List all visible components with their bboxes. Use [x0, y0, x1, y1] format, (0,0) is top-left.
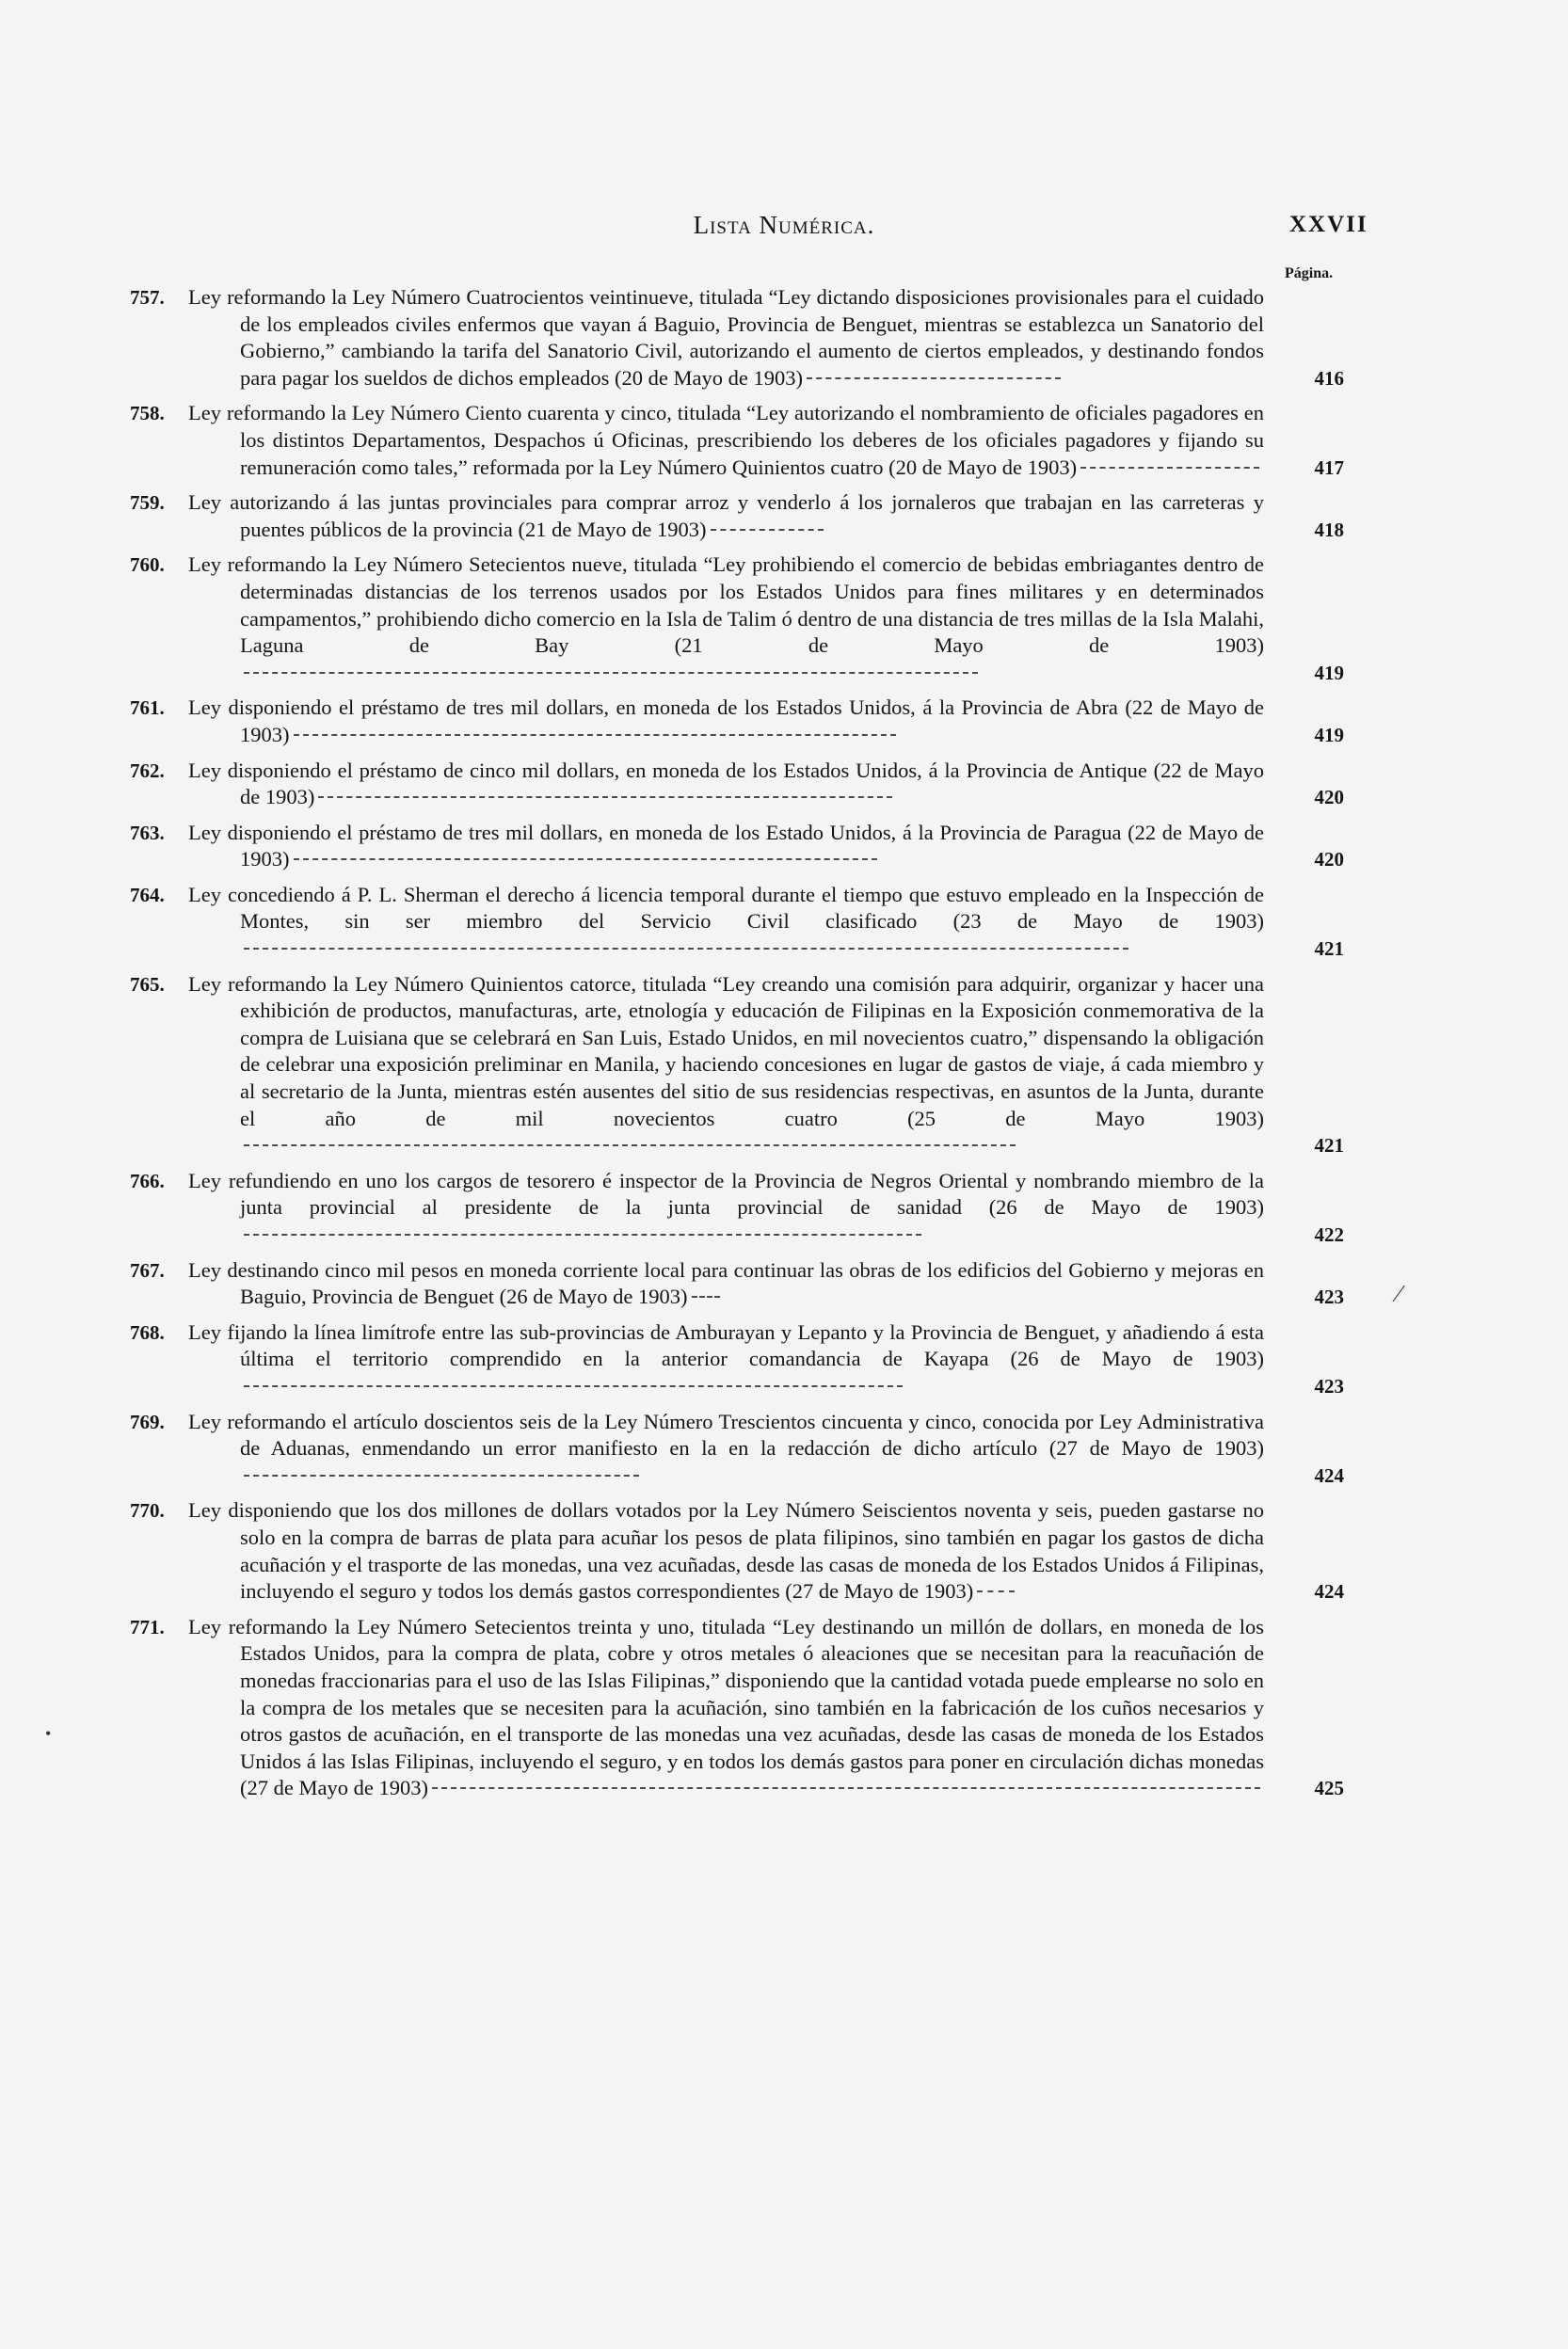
- entry-number: 763.: [130, 821, 165, 844]
- list-item: [130, 400, 1344, 481]
- numeric-list: [130, 284, 1344, 1811]
- list-item: [130, 1168, 1344, 1249]
- list-item: [130, 489, 1344, 543]
- entry-text: Ley reformando la Ley Número Ciento cuarenta y cinco, titulada “Ley autorizando el nombramiento de oficiales pagadores en los distintos Departamentos, Despachos ú Oficinas, prescribiendo los deberes de los oficiales pagadores y fijando su remuneración como tales,” reformada por la Ley Número Quinientos cuatro (20 de Mayo de 1903): [188, 401, 1264, 479]
- list-item: [130, 1257, 1344, 1311]
- entry-number: 764.: [130, 883, 165, 906]
- entry-text: Ley fijando la línea limítrofe entre las sub-provincias de Amburayan y Lepanto y la Provincia de Benguet, y añadiendo á esta última el territorio comprendido en la anterior comandancia de Kayapa (26 de Mayo de 1903): [188, 1319, 1264, 1400]
- entry-text: Ley reformando la Ley Número Cuatrocientos veintinueve, titulada “Ley dictando disposiciones provisionales para el cuidado de los empleados civiles enfermos que vayan á Baguio, Provincia de Benguet, mientras se establezca un Sanatorio del Gobierno,” cambiando la tarifa del Sanatorio Civil, autorizando el aumento de ciertos empleados, y destinando fondos para pagar los sueldos de dichos empleados (20 de Mayo de 1903): [188, 285, 1264, 390]
- list-item: [130, 971, 1344, 1159]
- list-item: [130, 882, 1344, 963]
- entry-text: Ley disponiendo que los dos millones de dollars votados por la Ley Número Seiscientos noventa y seis, pueden gastarse no solo en la compra de barras de plata para acuñar los pesos de plata filipinos, sino también en pagar los gastos de dicha acuñación y el trasporte de las monedas, una vez acuñadas, desde las casas de moneda de los Estados Unidos á Filipinas, incluyendo el seguro y todos los demás gastos correspondientes (27 de Mayo de 1903): [188, 1498, 1264, 1604]
- entry-text: Ley reformando la Ley Número Setecientos treinta y uno, titulada “Ley destinando un millón de dollars, en moneda de los Estados Unidos, para la compra de plata, cobre y otros metales ó aleaciones que se necesitan para la reacuñación de monedas fraccionarias para el uso de las Islas Filipinas,” disponiendo que la cantidad votada puede emplearse no solo en la compra de los metales que se necesiten para la acuñación, sino también en la fabricación de los cuños necesarios y otros gastos de acuñación, en el transporte de las monedas una vez acuñadas, desde las casas de moneda de los Estados Unidos á las Islas Filipinas, incluyendo el seguro, y en todos los demás gastos para poner en circulación dichas monedas (27 de Mayo de 1903): [188, 1614, 1264, 1800]
- entry-page: 421: [1314, 1134, 1344, 1158]
- page-column-label: Página.: [1285, 265, 1334, 281]
- margin-dot-mark: •: [45, 1724, 52, 1743]
- entry-text: Ley autorizando á las juntas provinciales para comprar arroz y venderlo á los jornaleros que trabajan en las carreteras y puentes públicos de la provincia (21 de Mayo de 1903): [188, 490, 1264, 541]
- entry-page: 422: [1314, 1223, 1344, 1246]
- entry-page: 417: [1314, 455, 1344, 479]
- entry-number: 765.: [130, 972, 165, 996]
- entry-page: 421: [1314, 937, 1344, 961]
- list-item: [130, 1409, 1344, 1490]
- entry-text: Ley reformando el artículo doscientos seis de la Ley Número Trescientos cincuenta y cinco, conocida por Ley Administrativa de Aduanas, enmendando un error manifiesto en la en la redacción de dicho artículo (27 de Mayo de 1903): [188, 1409, 1264, 1490]
- entry-page: 418: [1314, 518, 1344, 541]
- page-folio: XXVII: [1289, 212, 1368, 237]
- entry-text: Ley refundiendo en uno los cargos de tesorero é inspector de la Provincia de Negros Oriental y nombrando miembro de la junta provincial al presidente de la junta provincial de sanidad (26 de Mayo de 1903): [188, 1168, 1264, 1249]
- list-item: [130, 1319, 1344, 1400]
- entry-page: 424: [1314, 1580, 1344, 1604]
- entry-number: 762.: [130, 759, 165, 782]
- entry-number: 767.: [130, 1258, 165, 1282]
- entry-text: Ley disponiendo el préstamo de tres mil dollars, en moneda de los Estado Unidos, á la Provincia de Paragua (22 de Mayo de 1903): [188, 820, 1264, 871]
- list-item: [130, 1614, 1344, 1802]
- entry-number: 770.: [130, 1499, 165, 1523]
- entry-page: 420: [1314, 848, 1344, 871]
- entry-page: 423: [1314, 1374, 1344, 1398]
- entry-page: 425: [1314, 1777, 1344, 1800]
- entry-number: 758.: [130, 402, 165, 425]
- entry-text: Ley concediendo á P. L. Sherman el derecho á licencia temporal durante el tiempo que estuvo empleado en la Inspección de Montes, sin ser miembro del Servicio Civil clasificado (23 de Mayo de 1903): [188, 882, 1264, 963]
- entry-page: 419: [1314, 661, 1344, 684]
- entry-number: 757.: [130, 286, 165, 309]
- entry-page: 416: [1314, 366, 1344, 390]
- list-item: [130, 284, 1344, 392]
- entry-number: 760.: [130, 553, 165, 577]
- entry-number: 761.: [130, 696, 165, 720]
- entry-page: 419: [1314, 723, 1344, 746]
- entry-number: 759.: [130, 491, 165, 515]
- entry-page: 420: [1314, 786, 1344, 809]
- list-item: [130, 551, 1344, 686]
- entry-text: Ley disponiendo el préstamo de cinco mil dollars, en moneda de los Estados Unidos, á la Provincia de Antique (22 de Mayo de 1903): [188, 758, 1264, 809]
- entry-number: 771.: [130, 1615, 165, 1638]
- list-item: [130, 1497, 1344, 1605]
- entry-text: Ley destinando cinco mil pesos en moneda corriente local para continuar las obras de los edificios del Gobierno y mejoras en Baguio, Provincia de Benguet (26 de Mayo de 1903): [188, 1257, 1264, 1309]
- entry-page: 423: [1314, 1286, 1344, 1309]
- list-item: [130, 820, 1344, 873]
- entry-text: Ley reformando la Ley Número Quinientos catorce, titulada “Ley creando una comisión para adquirir, organizar y hacer una exhibición de productos, manufacturas, arte, etnología y educación de Filipinas en la Exposición conmemorativa de la compra de Luisiana que se celebrará en San Luis, Estado Unidos, en mil novecientos cuatro,” dispensando la obligación de celebrar una exposición preliminar en Manila, y haciendo concesiones en lugar de gastos de viaje, á cada miembro y al secretario de la Junta, mientras estén ausentes del sitio de sus residencias respectivas, en asuntos de la Junta, durante el año de mil novecientos cuatro (25 de Mayo 1903): [188, 971, 1264, 1159]
- entry-page: 424: [1314, 1463, 1344, 1487]
- entry-number: 768.: [130, 1320, 165, 1344]
- entry-number: 769.: [130, 1410, 165, 1433]
- entry-text: Ley reformando la Ley Número Setecientos nueve, titulada “Ley prohibiendo el comercio de bebidas embriagantes dentro de determinadas distancias de los terrenos usados por los Estados Unidos para fines militares y en determinados campamentos,” prohibiendo dicho comercio en la Isla de Talim ó dentro de una distancia de tres millas de la Isla Malahi, Laguna de Bay (21 de Mayo de 1903): [188, 551, 1264, 686]
- entry-number: 766.: [130, 1169, 165, 1192]
- list-item: [130, 758, 1344, 811]
- margin-pencil-mark: ∕: [1397, 1280, 1401, 1307]
- list-item: [130, 695, 1344, 748]
- running-title: Lista Numérica.: [693, 211, 875, 239]
- entry-text: Ley disponiendo el préstamo de tres mil dollars, en moneda de los Estados Unidos, á la Provincia de Abra (22 de Mayo de 1903): [188, 695, 1264, 746]
